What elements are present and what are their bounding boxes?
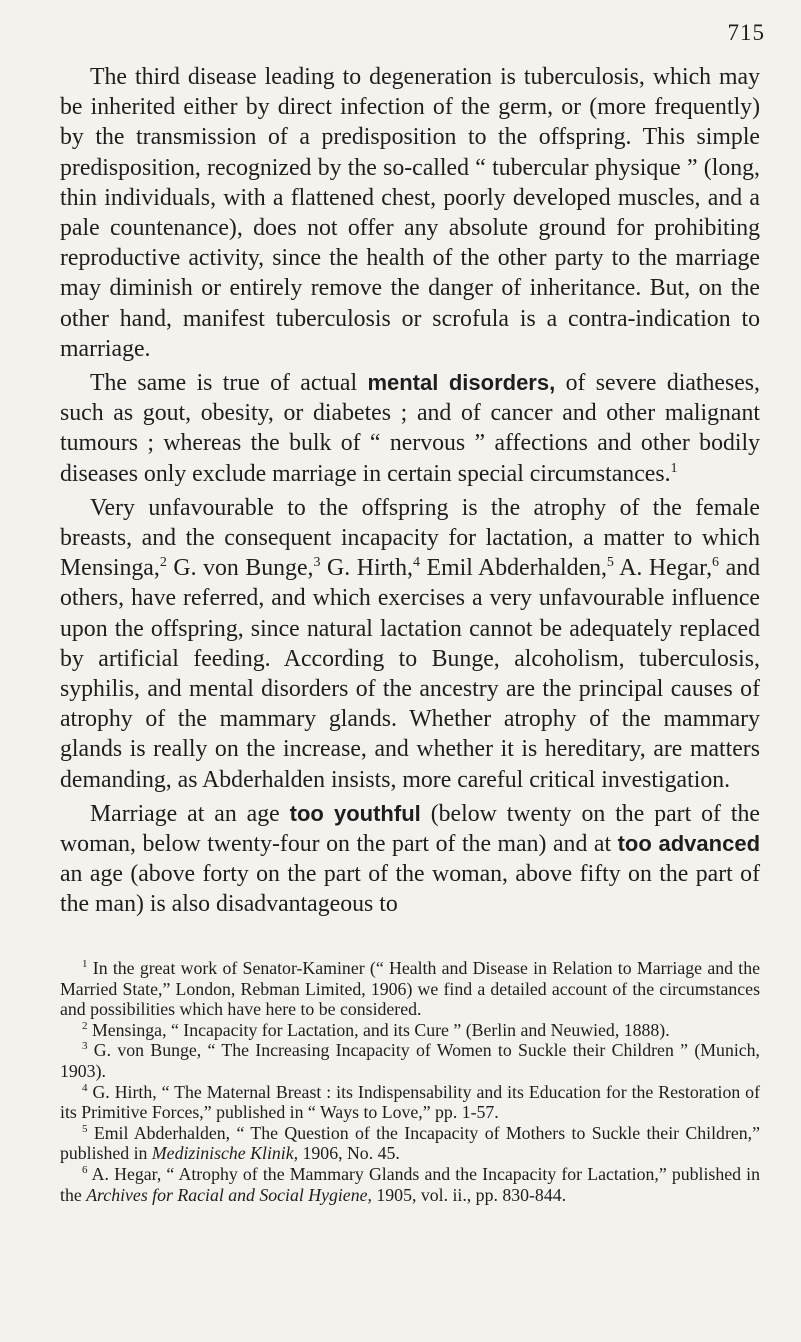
text-run: Very unfavourable to the offspring is the atrophy of the female breasts, and the consequent incapacity for lactation, a matter to which Mensinga, <box>60 494 760 582</box>
paragraph-tuberculosis: The third disease leading to degeneration is tuberculosis, which may be inherited either by direct infection of the germ, or (more frequently) by the transmission of a predisposition to the offspring. This simple predisposition, recognized by the so-called “ tubercular physique ” (long, thin individuals, with a flattened chest, poorly developed muscles, and a pale countenance), does not offer any absolute ground for prohibiting reproductive activity, since the health of the other party to the marriage may diminish or entirely remove the danger of inheritance. But, on the other hand, manifest tuberculosis or scrofula is a contra-indication to marriage. <box>60 64 760 362</box>
footnote-3 <box>60 1040 760 1081</box>
text-run: The same is true of actual <box>90 370 358 397</box>
text-run: an age (above forty on the part of the woman, above fifty on the part of the man) is also disadvantageous to <box>60 861 760 918</box>
footnote-5 <box>60 1123 760 1164</box>
text-run: G. Hirth, <box>320 555 413 582</box>
footnote-2 <box>60 1020 760 1041</box>
footnote-number: 1 <box>82 958 88 971</box>
footnote-number: 2 <box>82 1019 88 1032</box>
footnote-ref-6: 6 <box>712 555 720 571</box>
footnote-ref-4: 4 <box>412 555 420 571</box>
footnote-italic-title: Archives for Racial and Social Hygiene, <box>86 1184 372 1205</box>
text-run: (below twenty on the part of the woman, below twenty-four on the part of the man) and at <box>60 800 760 858</box>
footnotes <box>60 958 760 1205</box>
footnote-ref-2: 2 <box>159 555 167 571</box>
footnote-4 <box>60 1082 760 1123</box>
paragraph-mental-disorders <box>60 368 760 489</box>
footnote-number: 5 <box>82 1122 88 1135</box>
emphasis-mental-disorders: mental disorders, <box>367 370 556 396</box>
footnote-text: 1906, No. 45. <box>302 1143 400 1164</box>
text-run: Marriage at an age <box>90 800 280 827</box>
footnote-text: G. Hirth, “ The Maternal Breast : its Indispensability and its Education for the Restoration of its Primitive Forces,” published in “ Ways to Love,” pp. 1-57. <box>60 1081 760 1123</box>
footnote-number: 4 <box>82 1081 88 1094</box>
footnote-text: 1905, vol. ii., pp. 830-844. <box>376 1184 567 1205</box>
text-run: A. Hegar, <box>613 555 713 582</box>
text-run: and others, have referred, and which exercises a very unfavourable influence upon the offspring, since natural lactation cannot be adequately replaced by artificial feeding. According to Bunge, alcoholism, tuberculosis, syphilis, and mental disorders of the ancestry are the principal causes of atrophy of the mammary glands. Whether atrophy of the mammary glands is really on the increase, and whether it is hereditary, are matters demanding, as Abderhalden insists, more careful critical investigation. <box>60 555 760 793</box>
footnote-number: 6 <box>82 1164 88 1177</box>
footnote-text: Mensinga, “ Incapacity for Lactation, and its Cure ” (Berlin and Neuwied, 1888). <box>87 1019 670 1040</box>
page-number: 715 <box>727 20 765 45</box>
text-run: Emil Abderhalden, <box>419 555 607 582</box>
footnote-6 <box>60 1164 760 1205</box>
paragraph-marriage-age <box>60 799 760 920</box>
footnote-text: Emil Abderhalden, “ The Question of the Incapacity of Mothers to Suckle their Children,” published in <box>60 1122 760 1164</box>
footnote-text: In the great work of Senator-Kaminer (“ Health and Disease in Relation to Marriage and the Married State,” London, Rebman Limited, 1906) we find a detailed account of the circumstances and possibilities which have here to be considered. <box>60 958 760 1020</box>
footnote-ref-5: 5 <box>606 555 614 571</box>
footnote-text: A. Hegar, “ Atrophy of the Mammary Glands and the Incapacity for Lactation,” published in the <box>60 1163 760 1205</box>
emphasis-too-advanced: too advanced <box>617 831 761 857</box>
footnote-italic-title: Medizinische Klinik, <box>151 1143 299 1164</box>
text-run: of severe diatheses, such as gout, obesity, or diabetes ; and of cancer and other malignant tumours ; whereas the bulk of “ nervous ” affections and other bodily diseases only exclude marriage in certain special circumstances. <box>60 370 761 487</box>
body-text <box>60 62 760 920</box>
footnote-number: 3 <box>82 1040 88 1053</box>
footnote-ref-3: 3 <box>313 555 321 571</box>
text-run: G. von Bunge, <box>166 555 314 582</box>
emphasis-too-youthful: too youthful <box>289 800 421 826</box>
footnote-1 <box>60 958 760 1020</box>
footnote-text: G. von Bunge, “ The Increasing Incapacity of Women to Suckle their Children ” (Munich, 1903). <box>60 1040 760 1081</box>
paragraph-lactation <box>60 493 760 795</box>
footnote-ref-1: 1 <box>670 460 678 476</box>
